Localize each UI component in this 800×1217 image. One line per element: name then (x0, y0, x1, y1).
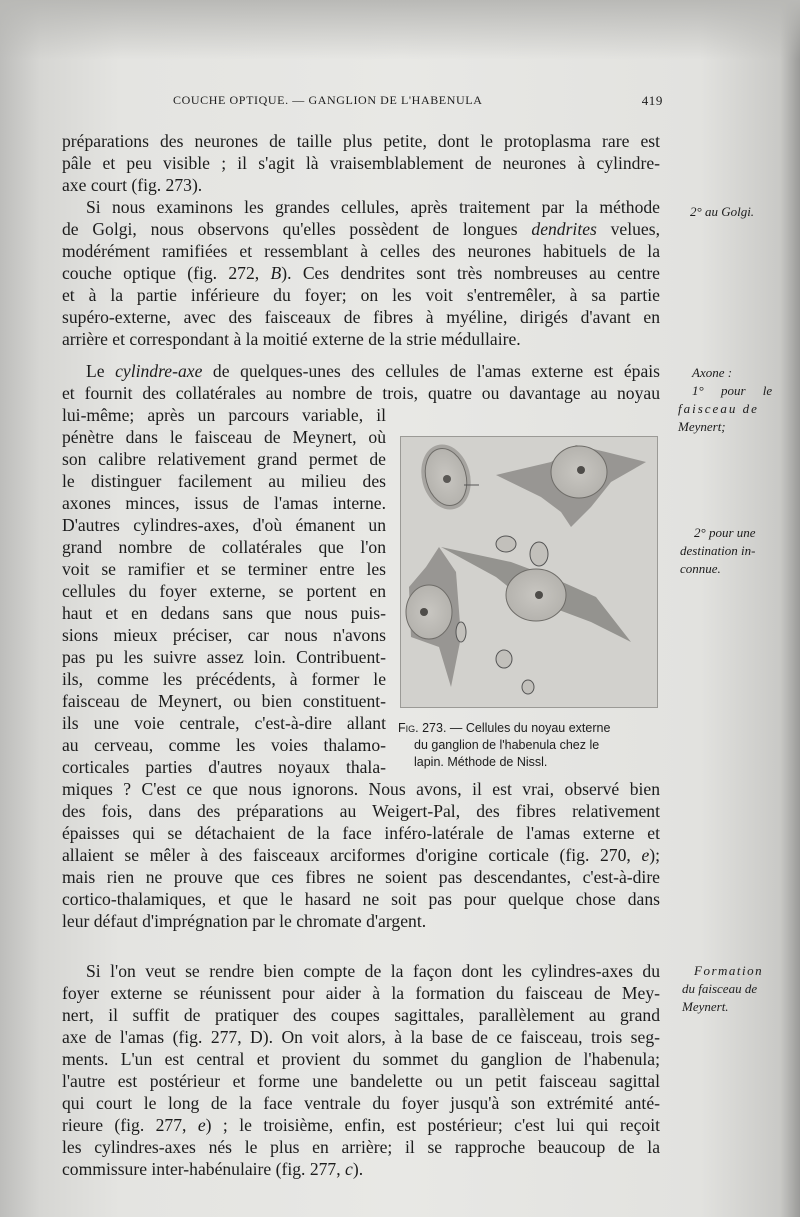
text-span: velues, (610, 219, 660, 239)
text-line: axe court (fig. 273). (62, 175, 203, 195)
text-line: faisceau de Meynert, ou bien constituent- (62, 691, 386, 711)
text-line: leur défaut d'imprégnation par le chromate d'argent. (62, 911, 427, 931)
italic-ref: c (345, 1159, 353, 1179)
text-span: de Golgi, nous observons qu'elles possèdent de longues (62, 219, 518, 239)
margin-note-line: Formation (694, 963, 764, 978)
text-line (62, 360, 660, 382)
text-line: préparations des neurones de taille plus petite, dont le protoplasma rare est (62, 131, 660, 151)
running-head-title: COUCHE OPTIQUE. — GANGLION DE L'HABENULA (173, 93, 483, 107)
text-line (62, 1114, 660, 1136)
margin-note-line: du faisceau de (682, 981, 758, 996)
caption-line: du ganglion de l'habenula chez le (414, 738, 600, 752)
text-span: ). (352, 1159, 364, 1179)
text-line: modérément ramifiées et ressemblant à celles des neurones habituels de la (62, 241, 660, 261)
text-line: voit se ramifier et se terminer entre les (62, 559, 386, 579)
figure-caption (398, 720, 668, 771)
text-line: épaisses qui se détachaient de la face inféro-latérale de l'amas externe et (62, 823, 660, 843)
text-line: et à la partie inférieure du foyer; on les voit s'entremêler, à sa partie (62, 285, 660, 305)
text-line: sions mieux préciser, car nous n'avons (62, 625, 386, 645)
text-line: pas pu les suivre assez loin. Contribuent- (62, 647, 386, 667)
paragraph-block-3 (62, 778, 660, 932)
text-line: son calibre relativement grand permet de (62, 449, 386, 469)
italic-ref: e (197, 1115, 206, 1135)
text-line: Si nous examinons les grandes cellules, après traitement par la méthode (86, 197, 660, 217)
paragraph-block-1 (62, 130, 660, 350)
italic-ref: e (641, 845, 650, 865)
italic-term: dendrites (531, 219, 597, 239)
italic-ref: B (270, 263, 282, 283)
text-line (62, 218, 660, 240)
text-line: supéro-externe, avec des faisceaux de fibres à myéline, dirigés d'avant en (62, 307, 660, 327)
margin-note-line: connue. (680, 561, 721, 576)
caption-label: Fig. 273. — (398, 721, 463, 735)
text-line: qui court le long de la face ventrale du foyer jusqu'à son extrémité anté- (62, 1093, 660, 1113)
margin-note-line: Meynert. (682, 999, 729, 1014)
text-line: foyer externe se réunissent pour aider à la formation du faisceau de Mey- (62, 983, 660, 1003)
nerve-cells-drawing (401, 437, 657, 707)
text-line: D'autres cylindres-axes, d'où émanent un (62, 515, 386, 535)
text-line: des fois, dans des préparations au Weigert-Pal, des fibres relativement (62, 801, 660, 821)
margin-note-destination (680, 524, 798, 578)
text-line: nert, il suffit de pratiquer des coupes sagittales, parallèlement au grand (62, 1005, 660, 1025)
caption-line: lapin. Méthode de Nissl. (414, 755, 548, 769)
paragraph-block-4 (62, 960, 660, 1180)
narrow-column (62, 404, 386, 778)
margin-note-line: 1° pour le (692, 383, 773, 398)
caption-line (398, 720, 668, 737)
text-line: les cylindres-axes nés le plus en arrière; il se rapproche beaucoup de la (62, 1137, 660, 1157)
text-line: pâle et peu visible ; il s'agit là vraisemblablement de neurones à cylindre- (62, 153, 660, 173)
text-line (62, 262, 660, 284)
text-line (62, 1158, 660, 1180)
text-line: ments. L'un est central et provient du sommet du ganglion de l'habenula; (62, 1049, 660, 1069)
margin-note-line: 2° pour une (694, 525, 756, 540)
page-number: 419 (641, 93, 663, 108)
text-span: Le (86, 361, 105, 381)
text-line: au cerveau, comme les voies thalamo- (62, 735, 386, 755)
text-line: lui-même; après un parcours variable, il (62, 405, 386, 425)
text-span: de quelques-unes des cellules de l'amas externe est épais (212, 361, 660, 381)
margin-note-line: faisceau de (678, 401, 759, 416)
text-line: haut et en dedans sans que nous puis- (62, 603, 386, 623)
text-line: arrière et correspondant à la moitié externe de la strie médullaire. (62, 329, 521, 349)
margin-note-formation (682, 962, 800, 1016)
margin-note-golgi (690, 203, 800, 221)
text-line: cortico-thalamiques, et que le hasard ne soit pas pour quelque chose dans (62, 889, 660, 909)
margin-note-axone (678, 364, 796, 436)
margin-note-line: Axone : (692, 365, 733, 380)
paragraph-block-2 (62, 360, 660, 404)
text-line (62, 844, 660, 866)
text-span: ) ; le troisième, enfin, est postérieur; c'est lui qui reçoit (205, 1115, 660, 1135)
text-line: le distinguer facilement au milieu des (62, 471, 386, 491)
text-line: cellules du foyer externe, se portent en (62, 581, 386, 601)
text-line: pénètre dans le faisceau de Meynert, où (62, 427, 386, 447)
text-line: axe de l'amas (fig. 277, D). On voit alors, à la base de ce faisceau, trois seg- (62, 1027, 660, 1047)
text-line: miques ? C'est ce que nous ignorons. Nous avons, il est vrai, observé bien (62, 779, 660, 799)
text-span: allaient se mêler à des faisceaux arciformes d'origine corticale (fig. 270, (62, 845, 631, 865)
text-span: ). Ces dendrites sont très nombreuses au centre (281, 263, 660, 283)
text-line: grand nombre de collatérales que l'on (62, 537, 386, 557)
text-line: axones minces, issus de l'amas interne. (62, 493, 386, 513)
italic-term: cylindre-axe (115, 361, 203, 381)
text-span: commissure inter-habénulaire (fig. 277, (62, 1159, 341, 1179)
figure-273-illustration (400, 436, 658, 708)
running-head (173, 93, 663, 111)
margin-note-line: Meynert; (678, 419, 726, 434)
text-line: et fournit des collatérales au nombre de trois, quatre ou davantage au noyau (62, 383, 660, 403)
text-line: Si l'on veut se rendre bien compte de la façon dont les cylindres-axes du (86, 961, 660, 981)
text-line: ils une voie centrale, c'est-à-dire allant (62, 713, 386, 733)
text-line: mais rien ne prouve que ces fibres ne soient pas descendantes, c'est-à-dire (62, 867, 660, 887)
margin-note-line: destination in- (680, 543, 756, 558)
caption-text: Cellules du noyau externe (465, 721, 611, 735)
text-line: corticales parties d'autres noyaux thala- (62, 757, 386, 777)
text-span: rieure (fig. 277, (62, 1115, 187, 1135)
text-line: l'autre est postérieur et forme une bandelette ou un petit faisceau sagittal (62, 1071, 660, 1091)
scan-shadow (0, 0, 800, 60)
margin-note-line: 2° au Golgi. (690, 204, 755, 219)
text-span: ); (649, 845, 660, 865)
text-line: ils, comme les précédents, à former le (62, 669, 386, 689)
text-span: couche optique (fig. 272, (62, 263, 260, 283)
